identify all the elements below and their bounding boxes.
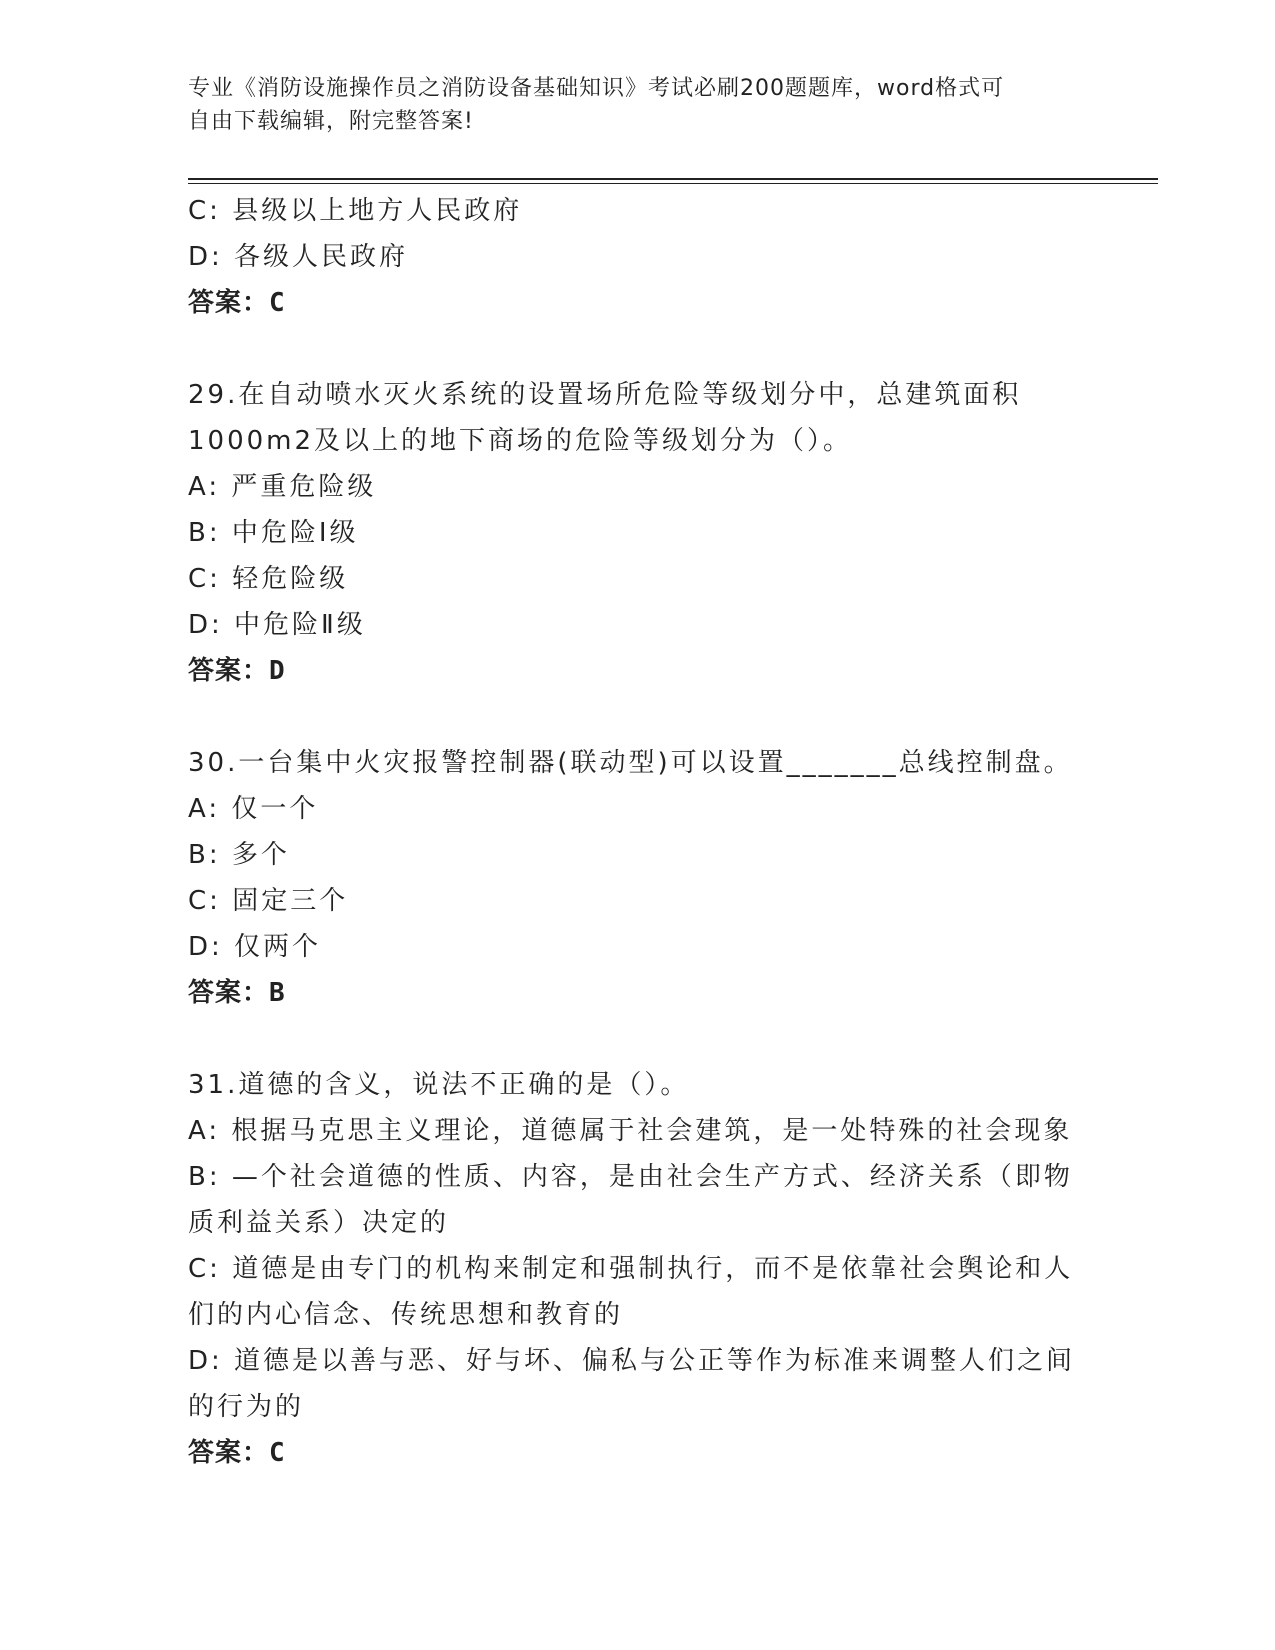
question-29 <box>188 372 1088 694</box>
option-d: D: 中危险Ⅱ级 <box>188 610 366 640</box>
option-a: A: 严重危险级 <box>188 472 377 502</box>
option-d: D: 道德是以善与恶、好与坏、偏私与公正等作为标准来调整人们之间的行为的 <box>188 1346 1076 1422</box>
header-divider-thin <box>188 183 1158 184</box>
option-b: B: —个社会道德的性质、内容，是由社会生产方式、经济关系（即物质利益关系）决定的 <box>188 1162 1073 1238</box>
option-a: A: 仅一个 <box>188 794 319 824</box>
option-c: C: 道德是由专门的机构来制定和强制执行，而不是依靠社会舆论和人们的内心信念、传统思想和教育的 <box>188 1254 1074 1330</box>
option-c: C: 固定三个 <box>188 886 349 916</box>
question-28-continuation <box>188 188 1088 326</box>
option-d: D: 各级人民政府 <box>188 242 409 272</box>
question-stem-line-1: 29.在自动喷水灭火系统的设置场所危险等级划分中，总建筑面积 <box>188 380 1022 410</box>
option-b: B: 多个 <box>188 840 290 870</box>
option-c: C: 轻危险级 <box>188 564 349 594</box>
answer-line: 答案：C <box>188 288 286 318</box>
option-d: D: 仅两个 <box>188 932 322 962</box>
question-stem-line-1: 31.道德的含义，说法不正确的是（）。 <box>188 1070 690 1100</box>
answer-line: 答案：B <box>188 978 286 1008</box>
option-b: B: 中危险Ⅰ级 <box>188 518 359 548</box>
question-stem-line-1: 30.一台集中火灾报警控制器(联动型)可以设置_______总线控制盘。 <box>188 748 1073 778</box>
answer-line: 答案：D <box>188 656 286 686</box>
header-divider-thick <box>188 178 1158 180</box>
question-stem-line-2: 1000m2及以上的地下商场的危险等级划分为（）。 <box>188 426 853 456</box>
document-body <box>188 188 1088 1476</box>
header-line-2: 自由下载编辑，附完整答案! <box>188 109 474 134</box>
option-c: C: 县级以上地方人民政府 <box>188 196 523 226</box>
document-header <box>188 72 1088 138</box>
answer-line: 答案：C <box>188 1438 286 1468</box>
question-31 <box>188 1062 1088 1476</box>
option-a: A: 根据马克思主义理论，道德属于社会建筑，是一处特殊的社会现象 <box>188 1116 1073 1146</box>
header-line-1: 专业《消防设施操作员之消防设备基础知识》考试必刷200题题库，word格式可 <box>188 76 1005 101</box>
question-30 <box>188 740 1088 1016</box>
